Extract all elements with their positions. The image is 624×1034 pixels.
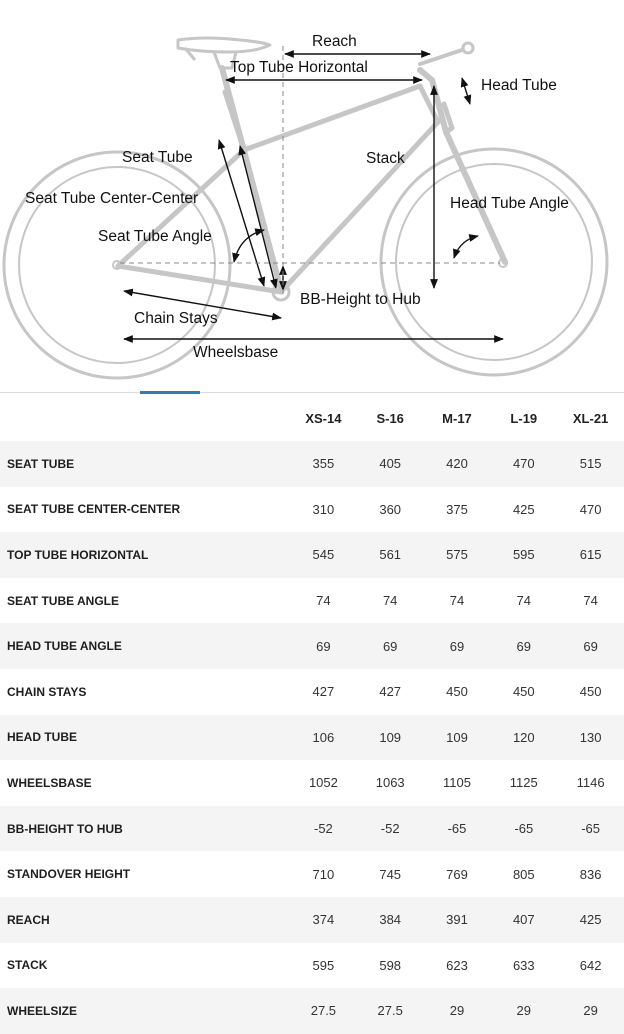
cell-value: 29 xyxy=(449,1003,465,1019)
header-parameter xyxy=(0,395,290,441)
label-reach: Reach xyxy=(312,33,357,50)
cell-value: 595 xyxy=(512,547,535,563)
row-label: TOP TUBE HORIZONTAL xyxy=(7,547,149,562)
cell-value: 106 xyxy=(312,729,335,745)
cell-value: 74 xyxy=(449,593,465,609)
cell-value: 405 xyxy=(379,456,402,472)
cell-value: 598 xyxy=(379,957,402,973)
cell-value: 1146 xyxy=(576,775,605,791)
cell-value: 470 xyxy=(512,456,535,472)
cell-value: 375 xyxy=(446,501,468,517)
row-label: HEAD TUBE ANGLE xyxy=(7,639,122,654)
cell-value: 360 xyxy=(379,501,402,517)
cell-value: 427 xyxy=(379,684,402,700)
row-label: REACH xyxy=(7,912,50,927)
label-bb-height-to-hub: BB-Height to Hub xyxy=(300,291,421,308)
cell-value: 310 xyxy=(312,501,335,517)
cell-value: 425 xyxy=(579,912,602,928)
cell-value: 109 xyxy=(379,729,402,745)
table-row xyxy=(0,623,624,669)
cell-value: 623 xyxy=(446,957,468,973)
cell-value: 470 xyxy=(579,501,602,517)
table-header-row xyxy=(0,395,624,441)
cell-value: 109 xyxy=(446,729,468,745)
cell-value: 769 xyxy=(446,866,468,882)
cell-value: 745 xyxy=(379,866,402,882)
cell-value: -65 xyxy=(447,821,467,837)
cell-value: 391 xyxy=(446,912,468,928)
cell-value: 710 xyxy=(312,866,335,882)
row-label: STANDOVER HEIGHT xyxy=(7,867,131,882)
bike-geometry-diagram xyxy=(0,0,624,392)
label-head-tube: Head Tube xyxy=(481,77,557,94)
cell-value: 69 xyxy=(583,638,598,654)
table-row xyxy=(0,715,624,761)
row-label: WHEELSBASE xyxy=(7,775,92,790)
cell-value: 425 xyxy=(512,501,535,517)
cell-value: 120 xyxy=(512,729,535,745)
cell-value: 450 xyxy=(446,684,468,700)
cell-value: 1105 xyxy=(443,775,471,791)
label-chain-stays: Chain Stays xyxy=(134,310,218,327)
label-seat-tube-center-center: Seat Tube Center-Center xyxy=(25,190,199,207)
cell-value: 74 xyxy=(516,593,532,609)
cell-value: 69 xyxy=(449,638,465,654)
cell-value: 545 xyxy=(312,547,335,563)
row-label: BB-HEIGHT TO HUB xyxy=(7,821,123,836)
cell-value: 27.5 xyxy=(310,1003,337,1019)
cell-value: 1063 xyxy=(375,775,405,791)
cell-value: 836 xyxy=(579,866,602,882)
cell-value: 384 xyxy=(379,912,402,928)
cell-value: 420 xyxy=(446,456,468,472)
cell-value: 374 xyxy=(312,912,335,928)
cell-value: 595 xyxy=(312,957,335,973)
cell-value: 69 xyxy=(516,638,532,654)
divider xyxy=(0,392,624,393)
cell-value: 74 xyxy=(382,593,398,609)
cell-value: 407 xyxy=(512,912,535,928)
cell-value: 69 xyxy=(316,638,331,654)
row-label: SEAT TUBE CENTER-CENTER xyxy=(7,502,181,517)
label-seat-tube: Seat Tube xyxy=(122,149,193,166)
table-row xyxy=(0,532,624,578)
cell-value: 515 xyxy=(579,456,602,472)
row-label: WHEELSIZE xyxy=(7,1003,78,1018)
label-head-tube-angle: Head Tube Angle xyxy=(450,195,569,212)
row-label: HEAD TUBE xyxy=(7,730,78,745)
cell-value: 450 xyxy=(579,684,602,700)
label-top-tube-horizontal: Top Tube Horizontal xyxy=(230,59,368,76)
table-row xyxy=(0,806,624,852)
header-size: L-19 xyxy=(510,410,538,426)
header-size: S-16 xyxy=(376,410,404,426)
cell-value: 575 xyxy=(446,547,468,563)
cell-value: 1125 xyxy=(509,775,538,791)
cell-value: 29 xyxy=(516,1003,532,1019)
cell-value: 805 xyxy=(512,866,535,882)
table-row xyxy=(0,578,624,624)
cell-value: 27.5 xyxy=(377,1003,403,1019)
cell-value: -52 xyxy=(314,821,333,837)
cell-value: 642 xyxy=(579,957,602,973)
table-row xyxy=(0,441,624,487)
active-tab-indicator xyxy=(140,391,200,394)
cell-value: 561 xyxy=(379,547,402,563)
cell-value: 74 xyxy=(583,593,598,609)
row-label: SEAT TUBE xyxy=(7,456,75,471)
row-label: SEAT TUBE ANGLE xyxy=(7,593,120,608)
table-row xyxy=(0,487,624,533)
row-label: STACK xyxy=(7,958,48,973)
header-size: M-17 xyxy=(442,410,472,426)
cell-value: 69 xyxy=(382,638,398,654)
cell-value: 74 xyxy=(316,593,331,609)
cell-value: 427 xyxy=(312,684,335,700)
table-row xyxy=(0,760,624,806)
cell-value: 355 xyxy=(312,456,335,472)
table-row xyxy=(0,897,624,943)
table-row xyxy=(0,851,624,897)
front-wheel xyxy=(381,149,607,375)
cell-value: -52 xyxy=(380,821,400,837)
label-wheelsbase: Wheelsbase xyxy=(193,344,279,361)
cell-value: 615 xyxy=(579,547,602,563)
table-row xyxy=(0,669,624,715)
cell-value: -65 xyxy=(581,821,600,837)
label-stack: Stack xyxy=(366,150,405,167)
header-size: XL-21 xyxy=(572,410,609,426)
geometry-table xyxy=(0,395,624,1034)
cell-value: 29 xyxy=(583,1003,598,1019)
label-seat-tube-angle: Seat Tube Angle xyxy=(98,228,212,245)
header-size: XS-14 xyxy=(305,410,342,426)
cell-value: 633 xyxy=(512,957,535,973)
cell-value: 1052 xyxy=(308,775,338,791)
row-label: CHAIN STAYS xyxy=(7,684,87,699)
cell-value: 130 xyxy=(579,729,602,745)
table-row xyxy=(0,943,624,989)
cell-value: -65 xyxy=(514,821,534,837)
cell-value: 450 xyxy=(512,684,535,700)
